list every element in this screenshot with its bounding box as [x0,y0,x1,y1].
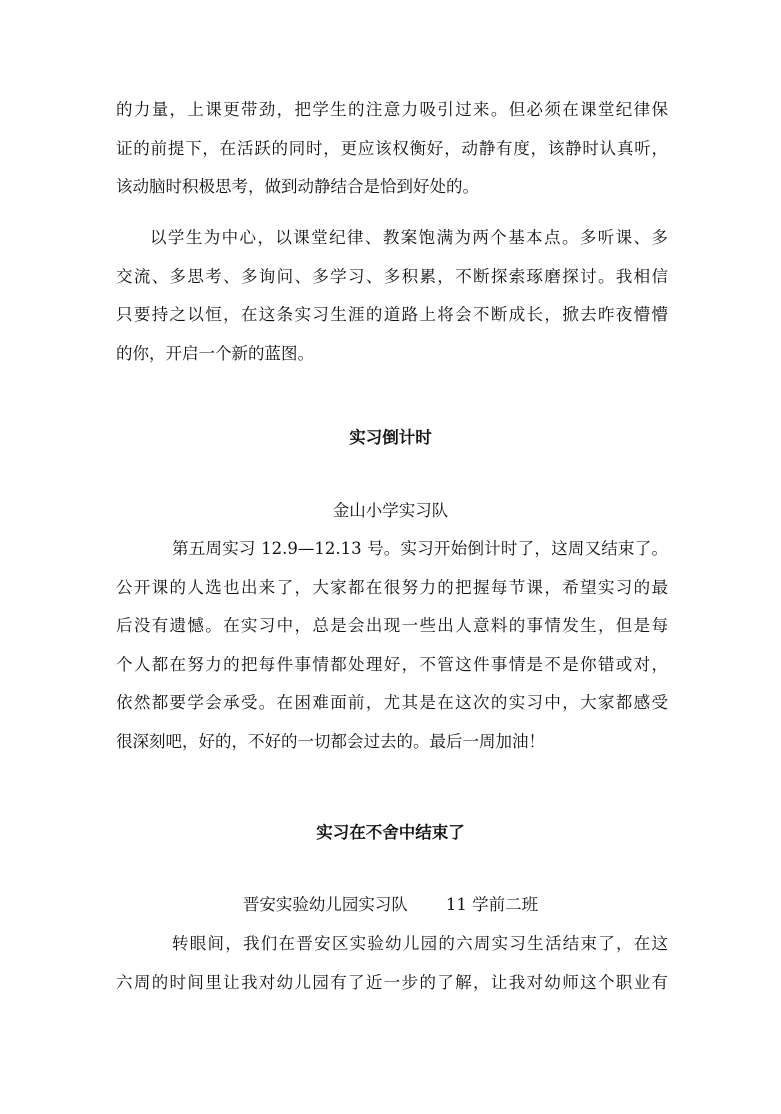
paragraph-six-weeks [116,925,668,1002]
text-line: 转眼间，我们在晋安区实验幼儿园的六周实习生活结束了，在这 [172,934,668,953]
text-line: 个人都在努力的把每件事情都处理好，不管这件事情是不是你错或对， [116,654,668,674]
text-line: 只要持之以恒，在这条实习生涯的道路上将会不断成长，掀去昨夜懵懵 [116,305,668,324]
text-line: 后没有遗憾。在实习中，总是会出现一些出人意料的事情发生，但是每 [116,616,668,635]
team-line-jinan [0,891,781,915]
text-line: 证的前提下，在活跃的同时，更应该权衡好，动静有度，该静时认真听， [116,138,668,158]
text-line: 很深刻吧，好的，不好的一切都会过去的。最后一周加油！ [116,731,545,751]
team-name-jinan: 晋安实验幼儿园实习队 [242,895,408,914]
text-line: 公开课的人选也出来了，大家都在很努力的把握每节课，希望实习的最 [116,577,668,597]
text-line: 的力量，上课更带劲，把学生的注意力吸引过来。但必须在课堂纪律保 [116,100,668,119]
text-line: 该动脑时积极思考，做到动静结合是恰到好处的。 [116,177,479,196]
paragraph-continuation [116,91,668,207]
class-name: 11 学前二班 [445,895,539,914]
text-line: 交流、多思考、多询问、多学习、多积累，不断探索琢磨探讨。我相信 [116,266,668,286]
paragraph-student-centered [116,219,668,373]
paragraph-week-five [116,530,668,761]
section-title-ending: 实习在不舍中结束了 [316,823,465,842]
text-line: 依然都要学会承受。在困难面前，尤其是在这次的实习中，大家都感受 [116,693,668,712]
team-name-jinshan: 金山小学实习队 [332,501,449,520]
text-line: 六周的时间里让我对幼儿园有了近一步的了解，让我对幼师这个职业有 [116,972,668,992]
text-line: 的你，开启一个新的蓝图。 [116,343,314,363]
section-title-countdown: 实习倒计时 [349,428,432,447]
text-line: 第五周实习 12.9—12.13 号。实习开始倒计时了，这周又结束了。 [172,539,668,558]
text-line: 以学生为中心，以课堂纪律、教案饱满为两个基本点。多听课、多 [150,228,668,247]
